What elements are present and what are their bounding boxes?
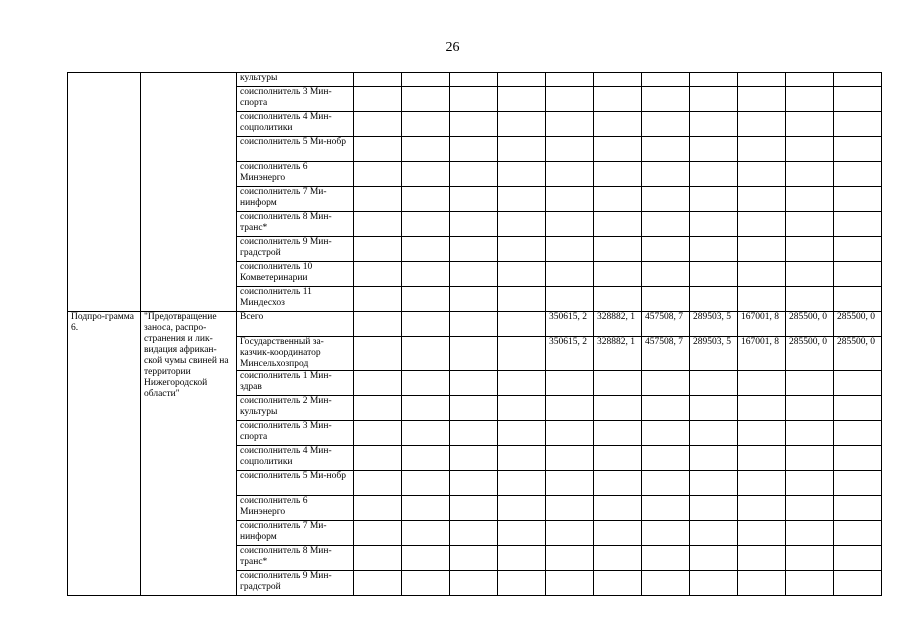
value-cell [690,471,738,496]
value-cell [354,496,402,521]
value-cell [498,446,546,471]
value-cell [354,73,402,87]
value-cell [594,396,642,421]
value-cell [642,212,690,237]
value-cell [690,262,738,287]
value-cell [690,571,738,596]
value-cell [498,471,546,496]
value-cell [546,546,594,571]
value-cell [834,571,882,596]
value-cell [690,73,738,87]
value-cell [402,162,450,187]
value-cell: 285500, 0 [786,312,834,337]
value-cell [498,237,546,262]
value-cell [690,187,738,212]
value-cell [354,571,402,596]
value-cell [546,112,594,137]
value-cell [546,87,594,112]
value-cell [834,112,882,137]
value-cell [546,371,594,396]
value-cell [450,421,498,446]
value-cell [402,112,450,137]
value-cell [450,287,498,312]
value-cell [594,262,642,287]
executor-label: соисполнитель 2 Мин-культуры [237,396,354,421]
value-cell [546,162,594,187]
value-cell [690,396,738,421]
executor-label: соисполнитель 6 Минэнерго [237,496,354,521]
value-cell [354,396,402,421]
value-cell [786,87,834,112]
value-cell [498,521,546,546]
value-cell [738,73,786,87]
value-cell [402,446,450,471]
executor-label: соисполнитель 10 Комветеринарии [237,262,354,287]
value-cell [642,546,690,571]
executor-label: соисполнитель 7 Ми-нинформ [237,521,354,546]
value-cell: 328882, 1 [594,312,642,337]
value-cell [786,73,834,87]
value-cell: 285500, 0 [786,337,834,371]
value-cell [498,137,546,162]
executor-label: соисполнитель 1 Мин-здрав [237,371,354,396]
value-cell [738,521,786,546]
value-cell [450,521,498,546]
value-cell [402,287,450,312]
value-cell [450,571,498,596]
value-cell [450,446,498,471]
value-cell [642,237,690,262]
executor-label: соисполнитель 3 Мин-спорта [237,421,354,446]
value-cell [402,546,450,571]
value-cell [738,162,786,187]
value-cell [498,337,546,371]
value-cell [402,187,450,212]
value-cell [594,112,642,137]
value-cell [546,421,594,446]
value-cell [786,446,834,471]
value-cell [642,137,690,162]
program-code-cell [68,73,141,312]
value-cell [546,212,594,237]
value-cell [498,371,546,396]
value-cell [450,262,498,287]
value-cell [498,73,546,87]
value-cell [786,237,834,262]
value-cell [786,262,834,287]
value-cell [498,262,546,287]
value-cell [450,471,498,496]
value-cell: 350615, 2 [546,337,594,371]
value-cell [594,212,642,237]
value-cell [642,262,690,287]
executor-label: соисполнитель 3 Мин-спорта [237,87,354,112]
value-cell [786,571,834,596]
value-cell [594,496,642,521]
value-cell [690,162,738,187]
value-cell [498,312,546,337]
value-cell [354,471,402,496]
value-cell [450,87,498,112]
value-cell [402,571,450,596]
value-cell: 289503, 5 [690,312,738,337]
value-cell [402,137,450,162]
value-cell: 167001, 8 [738,337,786,371]
value-cell [354,546,402,571]
value-cell [450,162,498,187]
value-cell [786,162,834,187]
value-cell [594,162,642,187]
value-cell: 289503, 5 [690,337,738,371]
value-cell [450,212,498,237]
value-cell [690,87,738,112]
value-cell [690,421,738,446]
value-cell [594,521,642,546]
value-cell [546,287,594,312]
value-cell [450,237,498,262]
value-cell [354,162,402,187]
value-cell [594,471,642,496]
value-cell [402,212,450,237]
value-cell [354,312,402,337]
value-cell [786,212,834,237]
value-cell [786,471,834,496]
value-cell [450,187,498,212]
value-cell [402,73,450,87]
value-cell [450,396,498,421]
value-cell [834,446,882,471]
value-cell [738,87,786,112]
value-cell [834,262,882,287]
value-cell [690,371,738,396]
value-cell [450,137,498,162]
value-cell [834,237,882,262]
value-cell [834,471,882,496]
value-cell [354,446,402,471]
value-cell [594,571,642,596]
value-cell [834,546,882,571]
value-cell [594,371,642,396]
value-cell [450,337,498,371]
value-cell [498,112,546,137]
value-cell [834,521,882,546]
value-cell [498,496,546,521]
value-cell: 167001, 8 [738,312,786,337]
value-cell [594,446,642,471]
page-number: 26 [445,40,460,55]
executor-label: соисполнитель 7 Ми-нинформ [237,187,354,212]
value-cell [594,287,642,312]
value-cell [498,421,546,446]
value-cell [498,396,546,421]
value-cell [786,546,834,571]
value-cell [546,262,594,287]
value-cell [690,287,738,312]
value-cell [402,471,450,496]
value-cell [642,112,690,137]
executor-label: соисполнитель 11 Миндесхоз [237,287,354,312]
value-cell [738,262,786,287]
executor-label: соисполнитель 5 Ми-нобр [237,471,354,496]
value-cell [642,446,690,471]
value-cell: 285500, 0 [834,337,882,371]
value-cell: 350615, 2 [546,312,594,337]
value-cell [354,137,402,162]
executor-label: Государственный за-казчик-координатор Минсельхозпрод [237,337,354,371]
value-cell [402,496,450,521]
value-cell [738,496,786,521]
value-cell [834,87,882,112]
value-cell [594,237,642,262]
value-cell [738,237,786,262]
value-cell [354,237,402,262]
executor-label: Всего [237,312,354,337]
value-cell [642,73,690,87]
value-cell [354,262,402,287]
value-cell [642,496,690,521]
value-cell [402,371,450,396]
value-cell [690,446,738,471]
value-cell [546,237,594,262]
value-cell [834,212,882,237]
value-cell [642,571,690,596]
value-cell [786,112,834,137]
value-cell [546,73,594,87]
value-cell [498,187,546,212]
value-cell [786,371,834,396]
value-cell [834,496,882,521]
value-cell [450,312,498,337]
executor-label: соисполнитель 9 Мин-градстрой [237,571,354,596]
executor-label: соисполнитель 6 Минэнерго [237,162,354,187]
value-cell [402,421,450,446]
value-cell [450,112,498,137]
value-cell [738,371,786,396]
value-cell [738,212,786,237]
value-cell [642,421,690,446]
value-cell [690,546,738,571]
value-cell [642,521,690,546]
value-cell [738,421,786,446]
value-cell [690,212,738,237]
value-cell [402,337,450,371]
value-cell [402,396,450,421]
value-cell [738,571,786,596]
value-cell [450,546,498,571]
value-cell [594,546,642,571]
value-cell: 328882, 1 [594,337,642,371]
value-cell [546,471,594,496]
value-cell [354,112,402,137]
value-cell [450,496,498,521]
value-cell [546,187,594,212]
value-cell [546,496,594,521]
value-cell [642,87,690,112]
value-cell [834,371,882,396]
value-cell [402,312,450,337]
value-cell [354,337,402,371]
value-cell [546,521,594,546]
value-cell [594,73,642,87]
value-cell [498,212,546,237]
executor-label: соисполнитель 4 Мин-соцполитики [237,112,354,137]
executor-label: соисполнитель 8 Мин-транс* [237,212,354,237]
executor-label: соисполнитель 9 Мин-градстрой [237,237,354,262]
value-cell [450,73,498,87]
program-title-cell: "Предотвращение заноса, распро-странения и лик-видация африкан-ской чумы свиней на территории Нижегородской области" [141,312,237,596]
value-cell [354,421,402,446]
value-cell [690,137,738,162]
value-cell [498,162,546,187]
value-cell [354,287,402,312]
value-cell [738,446,786,471]
value-cell [834,421,882,446]
value-cell [546,396,594,421]
value-cell [786,396,834,421]
value-cell [498,546,546,571]
value-cell: 457508, 7 [642,337,690,371]
value-cell: 285500, 0 [834,312,882,337]
value-cell [354,212,402,237]
executor-label: соисполнитель 5 Ми-нобр [237,137,354,162]
value-cell [402,521,450,546]
value-cell [834,137,882,162]
value-cell [594,421,642,446]
value-cell [546,137,594,162]
value-cell [450,371,498,396]
value-cell [786,287,834,312]
value-cell [642,187,690,212]
value-cell [642,287,690,312]
value-cell [738,112,786,137]
table-row [68,73,882,87]
value-cell [738,471,786,496]
value-cell [498,87,546,112]
value-cell [642,471,690,496]
executor-label: соисполнитель 4 Мин-соцполитики [237,446,354,471]
value-cell [786,496,834,521]
value-cell [354,371,402,396]
value-cell [354,521,402,546]
table-row [68,312,882,337]
value-cell [738,546,786,571]
budget-table [67,72,882,596]
value-cell [690,521,738,546]
value-cell [786,421,834,446]
program-title-cell [141,73,237,312]
value-cell [354,87,402,112]
executor-label: культуры [237,73,354,87]
value-cell [546,446,594,471]
value-cell [402,262,450,287]
value-cell [402,237,450,262]
value-cell [834,396,882,421]
value-cell [786,137,834,162]
value-cell [834,73,882,87]
value-cell [642,371,690,396]
value-cell [642,162,690,187]
value-cell [498,571,546,596]
value-cell [738,187,786,212]
program-code-cell: Подпро-грамма 6. [68,312,141,596]
value-cell [642,396,690,421]
value-cell [354,187,402,212]
value-cell: 457508, 7 [642,312,690,337]
value-cell [594,137,642,162]
value-cell [834,287,882,312]
value-cell [834,187,882,212]
value-cell [690,237,738,262]
value-cell [594,187,642,212]
value-cell [546,571,594,596]
executor-label: соисполнитель 8 Мин-транс* [237,546,354,571]
value-cell [738,396,786,421]
value-cell [690,496,738,521]
value-cell [690,112,738,137]
value-cell [498,287,546,312]
value-cell [834,162,882,187]
value-cell [738,137,786,162]
value-cell [786,521,834,546]
value-cell [738,287,786,312]
value-cell [786,187,834,212]
value-cell [402,87,450,112]
value-cell [594,87,642,112]
